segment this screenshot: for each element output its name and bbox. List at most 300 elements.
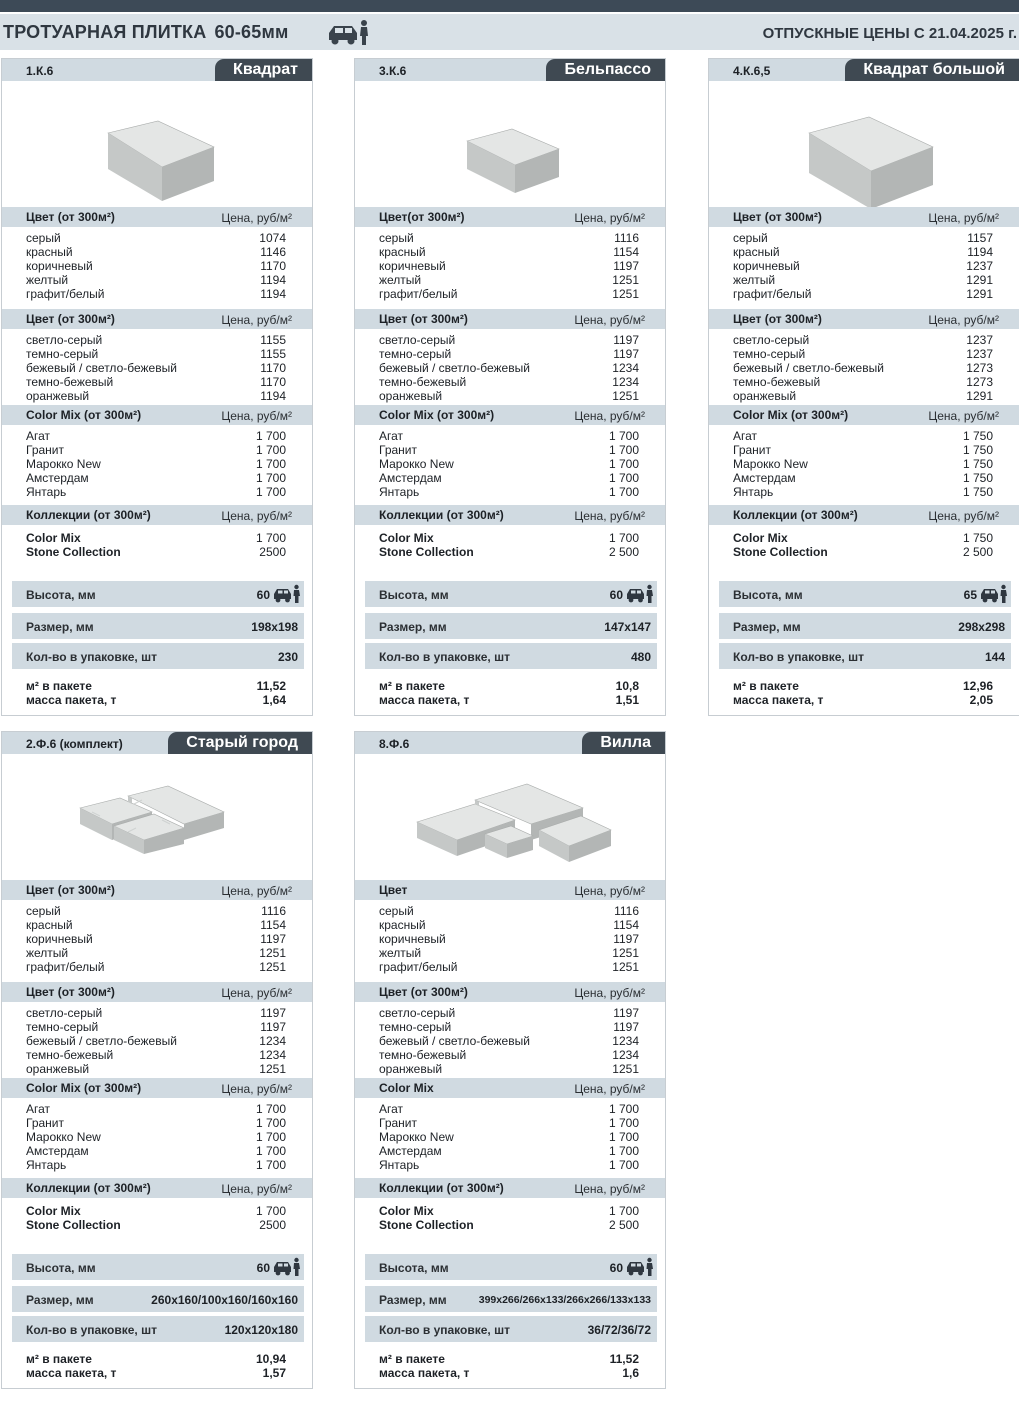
price-value: 1 750 [962, 443, 993, 457]
price-row [355, 333, 665, 347]
color-name: серый [379, 231, 414, 245]
section-label: Цвет (от 300м²) [733, 210, 822, 224]
price-value: 1234 [612, 1048, 639, 1062]
section-label: Коллекции (от 300м²) [379, 508, 504, 522]
m2-value: 11,52 [256, 679, 286, 693]
price-row [2, 1204, 312, 1218]
price-label: Цена, руб/м² [574, 1182, 645, 1196]
color-name: Марокко New [26, 457, 101, 471]
qty-row [12, 643, 304, 669]
price-value: 1251 [259, 1062, 286, 1076]
color-name: Гранит [379, 443, 417, 457]
color-name: Амстердам [379, 471, 442, 485]
price-row [2, 1116, 312, 1130]
price-row [2, 485, 312, 499]
price-value: 1 700 [255, 471, 286, 485]
height-label: Высота, мм [379, 588, 449, 602]
qty-label: Кол-во в упаковке, шт [379, 1323, 510, 1337]
price-value: 1197 [613, 333, 639, 347]
mass-row [2, 1366, 312, 1380]
price-row [355, 287, 665, 301]
price-value: 1291 [966, 287, 993, 301]
height-label: Высота, мм [26, 1261, 96, 1275]
price-row [709, 485, 1019, 499]
price-value: 1 750 [962, 429, 993, 443]
color-name: оранжевый [379, 389, 443, 403]
price-value: 1273 [966, 375, 993, 389]
price-value: 1 700 [255, 1158, 286, 1172]
price-list [355, 1204, 665, 1232]
section-header [355, 982, 665, 1002]
section-header [2, 405, 312, 425]
price-value: 1251 [612, 946, 639, 960]
price-value: 1234 [612, 1034, 639, 1048]
m2-label: м² в пакете [379, 679, 445, 693]
product-name: Старый город [168, 732, 312, 754]
price-row [355, 1102, 665, 1116]
section-label: Color Mix [379, 1081, 434, 1095]
mass-value: 1,64 [262, 693, 286, 707]
color-name: Stone Collection [26, 545, 121, 559]
qty-value: 480 [630, 650, 651, 664]
section-header [355, 1078, 665, 1098]
price-label: Цена, руб/м² [221, 986, 292, 1000]
price-row [709, 259, 1019, 273]
section-label: Коллекции (от 300м²) [26, 1181, 151, 1195]
car-with-person-icon [326, 18, 370, 46]
qty-label: Кол-во в упаковке, шт [26, 650, 157, 664]
section-label: Color Mix (от 300м²) [26, 408, 142, 422]
color-name: светло-серый [379, 1006, 456, 1020]
price-row [2, 1158, 312, 1172]
m2-label: м² в пакете [379, 1352, 445, 1366]
product-card [354, 731, 666, 1389]
price-value: 1 700 [255, 443, 286, 457]
price-row [709, 333, 1019, 347]
price-value: 1197 [613, 1020, 639, 1034]
color-name: бежевый / светло-бежевый [733, 361, 884, 375]
price-list [709, 429, 1019, 499]
price-label: Цена, руб/м² [928, 409, 999, 423]
price-value: 1 750 [962, 531, 993, 545]
color-name: темно-бежевый [379, 375, 467, 389]
section-label: Цвет (от 300м²) [379, 985, 468, 999]
height-row [12, 1254, 304, 1280]
mass-value: 1,51 [615, 693, 639, 707]
price-row [2, 960, 312, 974]
section-header [355, 880, 665, 900]
size-label: Размер, мм [379, 1293, 447, 1307]
product-name: Квадрат большой [845, 59, 1019, 81]
price-row [355, 1218, 665, 1232]
color-name: Амстердам [379, 1144, 442, 1158]
section-header [355, 405, 665, 425]
m2-row [2, 679, 312, 693]
car-with-person-icon [980, 584, 1008, 604]
color-name: Агат [733, 429, 758, 443]
price-label: Цена, руб/м² [221, 1082, 292, 1096]
product-code: 4.К.6,5 [733, 64, 771, 78]
color-name: желтый [379, 273, 422, 287]
price-value: 1 700 [608, 531, 639, 545]
price-value: 1237 [966, 259, 993, 273]
price-value: 1 700 [255, 1144, 286, 1158]
section-header [709, 505, 1019, 525]
price-value: 1155 [260, 347, 286, 361]
price-list [355, 904, 665, 974]
color-name: оранжевый [26, 1062, 90, 1076]
price-value: 1251 [612, 389, 639, 403]
color-name: Stone Collection [733, 545, 828, 559]
package-info [2, 1352, 312, 1380]
price-row [2, 1034, 312, 1048]
price-row [2, 1020, 312, 1034]
color-name: Гранит [26, 1116, 64, 1130]
price-list [355, 1102, 665, 1172]
price-row [355, 429, 665, 443]
product-code: 1.К.6 [26, 64, 54, 78]
package-info [355, 1352, 665, 1380]
price-label: Цена, руб/м² [574, 313, 645, 327]
price-list [355, 333, 665, 403]
price-list [2, 429, 312, 499]
price-row [355, 545, 665, 559]
price-row [355, 932, 665, 946]
price-row [355, 389, 665, 403]
price-row [355, 904, 665, 918]
product-card [1, 58, 313, 716]
size-value: 298x298 [958, 620, 1005, 634]
section-header [2, 207, 312, 227]
price-value: 1197 [613, 347, 639, 361]
m2-row [709, 679, 1019, 693]
price-list [2, 1006, 312, 1076]
section-header [2, 880, 312, 900]
price-row [355, 1048, 665, 1062]
price-row [709, 287, 1019, 301]
size-label: Размер, мм [733, 620, 801, 634]
price-row [355, 1020, 665, 1034]
price-row [355, 1034, 665, 1048]
color-name: желтый [733, 273, 776, 287]
mass-value: 1,57 [262, 1366, 286, 1380]
section-label: Цвет (от 300м²) [379, 312, 468, 326]
price-value: 1 700 [608, 443, 639, 457]
color-name: Марокко New [733, 457, 808, 471]
price-list [2, 1204, 312, 1232]
section-header [2, 505, 312, 525]
section-header [709, 405, 1019, 425]
product-card [1, 731, 313, 1389]
color-name: красный [26, 245, 73, 259]
price-row [2, 531, 312, 545]
color-name: Янтарь [26, 485, 67, 499]
price-value: 2 500 [608, 545, 639, 559]
package-info [355, 679, 665, 707]
color-name: серый [733, 231, 768, 245]
color-name: темно-серый [379, 1020, 452, 1034]
m2-row [355, 1352, 665, 1366]
price-value: 1194 [260, 389, 286, 403]
height-value: 65 [963, 588, 977, 602]
color-name: графит/белый [379, 287, 458, 301]
color-name: Амстердам [26, 1144, 89, 1158]
price-row [355, 443, 665, 457]
price-label: Цена, руб/м² [928, 313, 999, 327]
price-value: 1251 [259, 960, 286, 974]
mass-row [2, 693, 312, 707]
qty-row [719, 643, 1011, 669]
size-row [365, 613, 657, 639]
price-label: Цена, руб/м² [221, 1182, 292, 1196]
color-name: красный [379, 245, 426, 259]
price-row [2, 389, 312, 403]
color-name: Агат [379, 429, 404, 443]
color-name: темно-серый [733, 347, 806, 361]
price-value: 1170 [260, 259, 286, 273]
price-value: 1197 [260, 1006, 286, 1020]
product-code: 2.Ф.6 (комплект) [26, 737, 123, 751]
price-value: 1 700 [608, 1116, 639, 1130]
color-name: Агат [379, 1102, 404, 1116]
color-name: Color Mix [379, 1204, 434, 1218]
price-value: 1170 [260, 375, 286, 389]
price-row [709, 361, 1019, 375]
price-value: 1251 [259, 946, 286, 960]
price-row [2, 1130, 312, 1144]
section-header [355, 309, 665, 329]
price-row [709, 347, 1019, 361]
mass-value: 2,05 [969, 693, 993, 707]
price-row [2, 1062, 312, 1076]
price-row [355, 1062, 665, 1076]
height-value: 60 [609, 1261, 623, 1275]
price-row [709, 375, 1019, 389]
qty-value: 144 [984, 650, 1005, 664]
price-row [2, 443, 312, 457]
qty-label: Кол-во в упаковке, шт [733, 650, 864, 664]
page-header [0, 14, 1019, 50]
price-row [709, 231, 1019, 245]
size-value: 198x198 [251, 620, 298, 634]
section-label: Цвет (от 300м²) [26, 883, 115, 897]
size-value: 399x266/266x133/266x266/133x133 [478, 1294, 651, 1306]
m2-row [355, 679, 665, 693]
section-label: Коллекции (от 300м²) [26, 508, 151, 522]
car-with-person-icon [273, 1257, 301, 1277]
qty-row [365, 643, 657, 669]
price-row [709, 389, 1019, 403]
section-label: Цвет (от 300м²) [733, 312, 822, 326]
price-value: 1251 [612, 960, 639, 974]
price-value: 1291 [966, 389, 993, 403]
price-list [355, 531, 665, 559]
color-name: красный [379, 918, 426, 932]
color-name: бежевый / светло-бежевый [26, 1034, 177, 1048]
product-code: 3.К.6 [379, 64, 407, 78]
size-row [12, 1286, 304, 1312]
color-name: оранжевый [733, 389, 797, 403]
size-row [12, 613, 304, 639]
price-value: 1197 [613, 259, 639, 273]
color-name: темно-серый [379, 347, 452, 361]
price-label: Цена, руб/м² [574, 409, 645, 423]
price-row [2, 429, 312, 443]
height-row [719, 581, 1011, 607]
price-value: 1 700 [255, 531, 286, 545]
section-label: Color Mix (от 300м²) [733, 408, 849, 422]
price-label: Цена, руб/м² [574, 1082, 645, 1096]
price-value: 1 750 [962, 457, 993, 471]
color-name: Color Mix [733, 531, 788, 545]
product-image [355, 754, 665, 880]
color-name: Марокко New [379, 1130, 454, 1144]
price-row [2, 1102, 312, 1116]
price-value: 1197 [260, 932, 286, 946]
color-name: темно-бежевый [733, 375, 821, 389]
price-row [355, 457, 665, 471]
height-row [12, 581, 304, 607]
color-name: темно-бежевый [379, 1048, 467, 1062]
color-name: бежевый / светло-бежевый [379, 361, 530, 375]
price-label: Цена, руб/м² [928, 509, 999, 523]
price-row [2, 918, 312, 932]
color-name: светло-серый [733, 333, 810, 347]
price-row [355, 1158, 665, 1172]
price-value: 1 700 [608, 457, 639, 471]
price-row [355, 1204, 665, 1218]
color-name: Гранит [379, 1116, 417, 1130]
price-row [355, 259, 665, 273]
price-list [709, 531, 1019, 559]
section-label: Цвет (от 300м²) [26, 312, 115, 326]
price-row [2, 1048, 312, 1062]
qty-label: Кол-во в упаковке, шт [26, 1323, 157, 1337]
price-row [2, 904, 312, 918]
product-name: Квадрат [215, 59, 312, 81]
price-row [709, 471, 1019, 485]
color-name: темно-бежевый [26, 1048, 114, 1062]
car-with-person-icon [626, 1257, 654, 1277]
price-label: Цена, руб/м² [574, 884, 645, 898]
color-name: Color Mix [379, 531, 434, 545]
price-value: 1194 [260, 287, 286, 301]
price-list [355, 1006, 665, 1076]
price-list [355, 231, 665, 301]
package-info [709, 679, 1019, 707]
price-list [2, 531, 312, 559]
price-value: 1197 [613, 932, 639, 946]
price-value: 1074 [259, 231, 286, 245]
product-name: Бельпассо [546, 59, 665, 81]
price-value: 1237 [966, 333, 993, 347]
price-row [2, 457, 312, 471]
price-row [2, 932, 312, 946]
color-name: Stone Collection [379, 545, 474, 559]
color-name: Агат [26, 429, 51, 443]
qty-value: 230 [277, 650, 298, 664]
price-label: Цена, руб/м² [928, 211, 999, 225]
price-list [2, 1102, 312, 1172]
mass-label: масса пакета, т [379, 1366, 470, 1380]
color-name: желтый [379, 946, 422, 960]
price-value: 1170 [260, 361, 286, 375]
color-name: Stone Collection [26, 1218, 121, 1232]
price-value: 1154 [613, 918, 639, 932]
price-list [2, 333, 312, 403]
price-row [2, 259, 312, 273]
mass-row [355, 1366, 665, 1380]
price-row [355, 231, 665, 245]
color-name: коричневый [26, 259, 93, 273]
price-value: 1291 [966, 273, 993, 287]
price-row [355, 471, 665, 485]
price-value: 1237 [966, 347, 993, 361]
price-row [355, 960, 665, 974]
size-label: Размер, мм [26, 1293, 94, 1307]
package-info [2, 679, 312, 707]
price-row [2, 1218, 312, 1232]
section-header [2, 309, 312, 329]
car-with-person-icon [273, 584, 301, 604]
m2-value: 10,94 [255, 1352, 286, 1366]
car-with-person-icon [626, 584, 654, 604]
price-value: 1234 [612, 361, 639, 375]
height-row [365, 1254, 657, 1280]
m2-label: м² в пакете [733, 679, 799, 693]
color-name: графит/белый [733, 287, 812, 301]
color-name: желтый [26, 273, 69, 287]
price-value: 1116 [614, 231, 639, 245]
color-name: бежевый / светло-бежевый [26, 361, 177, 375]
color-name: коричневый [26, 932, 93, 946]
section-label: Коллекции (от 300м²) [733, 508, 858, 522]
price-value: 1 750 [962, 485, 993, 499]
price-row [2, 361, 312, 375]
price-row [709, 443, 1019, 457]
price-value: 1 700 [608, 471, 639, 485]
price-row [2, 545, 312, 559]
price-row [355, 347, 665, 361]
price-value: 1 700 [255, 1116, 286, 1130]
section-label: Color Mix (от 300м²) [26, 1081, 142, 1095]
color-name: Марокко New [26, 1130, 101, 1144]
title-size: 60-65мм [214, 22, 289, 42]
color-name: Янтарь [379, 485, 420, 499]
color-name: Янтарь [26, 1158, 67, 1172]
price-value: 1194 [260, 273, 286, 287]
price-list [355, 429, 665, 499]
size-label: Размер, мм [379, 620, 447, 634]
color-name: Гранит [733, 443, 771, 457]
section-header [2, 1078, 312, 1098]
price-value: 2500 [259, 1218, 286, 1232]
qty-row [365, 1316, 657, 1342]
color-name: Амстердам [26, 471, 89, 485]
qty-row [12, 1316, 304, 1342]
color-name: коричневый [379, 259, 446, 273]
height-value: 60 [609, 588, 623, 602]
product-code: 8.Ф.6 [379, 737, 410, 751]
color-name: коричневый [379, 932, 446, 946]
height-value: 60 [256, 1261, 270, 1275]
section-label: Цвет [379, 883, 408, 897]
price-value: 1197 [260, 1020, 286, 1034]
price-value: 1 700 [255, 485, 286, 499]
mass-label: масса пакета, т [733, 693, 824, 707]
section-header [2, 982, 312, 1002]
mass-value: 1,6 [622, 1366, 639, 1380]
